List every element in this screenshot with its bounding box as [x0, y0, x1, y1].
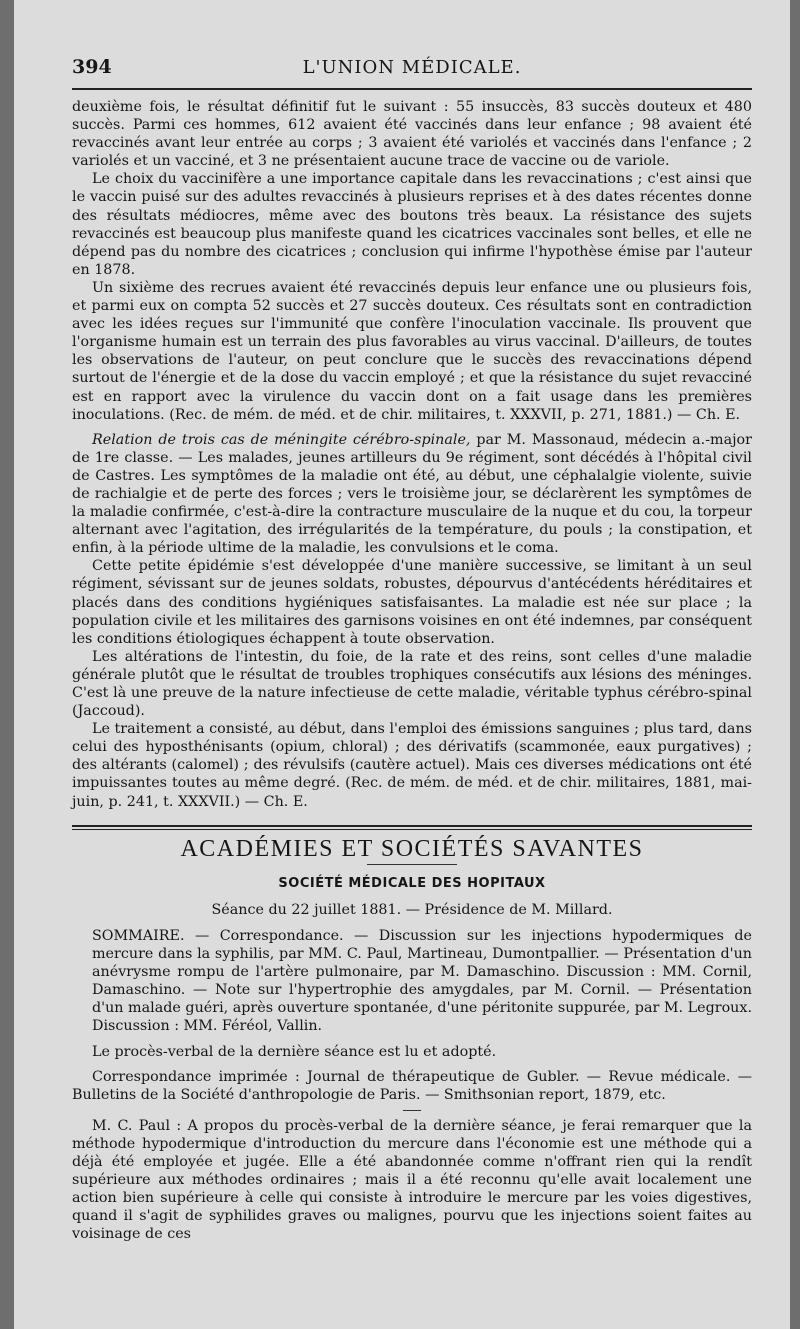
text-column	[72, 98, 752, 1243]
minutes: Le procès-verbal de la dernière séance est lu et adopté.	[92, 1043, 497, 1060]
page-sheet	[14, 0, 790, 1329]
page-number: 394	[72, 56, 112, 78]
paragraph-2: Le choix du vaccinifère a une importance capitale dans les revaccinations ; c'est ainsi que le vaccin puisé sur des adultes revaccinés à plusieurs reprises et à des dates récentes donne des résultats médiocres, même avec des boutons très beaux. La résistance des sujets revaccinés est beaucoup plus manifeste quand les cicatrices vaccinales sont belles, et elle ne dépend pas du nombre des cicatrices ; conclusion qui infirme l'hypothèse émise par l'auteur en 1878.	[72, 171, 752, 278]
paragraph-6: Les altérations de l'intestin, du foie, de la rate et des reins, sont celles d'une maladie générale plutôt que le résultat de troubles trophiques consécutifs aux lésions des méninges. C'est là une preuve de la nature infectieuse de cette maladie, véritable typhus cérébro-spinal (Jaccoud).	[72, 648, 752, 720]
section-rule	[72, 825, 752, 830]
session-line: Séance du 22 juillet 1881. — Présidence de M. Millard.	[211, 901, 613, 918]
running-head: L'UNION MÉDICALE.	[302, 57, 522, 78]
header-rule	[72, 88, 752, 90]
paragraph-5: Cette petite épidémie s'est développée d'une manière successive, se limitant à un seul régiment, sévissant sur de jeunes soldats, robustes, dépourvus d'antécédents héréditaires et placés dans des conditions hygiéniques satisfaisantes. La maladie est née sur place ; la population civile et les militaires des garnisons voisines en ont été indemnes, par conséquent les conditions étiologiques échappent à toute observation.	[72, 558, 752, 647]
paul-remarks: M. C. Paul : A propos du procès-verbal de la dernière séance, je ferai remarquer que la méthode hypodermique d'introduction du mercure dans l'économie est une méthode qui a déjà été employée et jugée. Elle a été abandonnée comme n'offrant rien qui la rendît supérieure aux méthodes ordinaires ; mais il a été reconnu qu'elle avait localement une action bien supérieure à celle qui consiste à introduire le mercure par les voies digestives, quand il s'agit de syphilides graves ou malignes, pourvu que les injections soient faites au voisinage de ces	[72, 1117, 752, 1243]
summary: SOMMAIRE. — Correspondance. — Discussion sur les injections hypodermiques de mercure dans la syphilis, par MM. C. Paul, Martineau, Dumontpallier. — Présentation d'un anévrysme rompu de l'artère pulmonaire, par M. Damaschino. Discussion : MM. Cornil, Damaschino. — Note sur l'hypertrophie des amygdales, par M. Cornil. — Présentation d'un malade guéri, après ouverture spontanée, d'une péritonite suppurée, par M. Legroux. Discussion : MM. Féréol, Vallin.	[92, 927, 752, 1035]
paragraph-3-text: Un sixième des recrues avaient été revaccinés depuis leur enfance une ou plusieurs fois, et parmi eux on compta 52 succès et 27 succès douteux. Ces résultats sont en contradiction avec les idées reçues sur l'immunité que confère l'inoculation vaccinale. Ils prouvent que l'organisme humain est un terrain des plus favorables au virus vaccinal. D'ailleurs, de toutes les observations de l'auteur, on peut conclure que le succès des revaccinations dépend surtout de l'énergie et de la dose du vaccin employé ; et que la résistance du sujet revacciné est en rapport avec la virulence du vaccin dont on a fait usage dans les premières inoculations.	[72, 279, 752, 423]
correspondence: Correspondance imprimée : Journal de thérapeutique de Gubler. — Revue médicale. — Bulletins de la Société d'anthropologie de Paris. — Smithsonian report, 1879, etc.	[72, 1068, 752, 1103]
society-heading: SOCIÉTÉ MÉDICALE DES HOPITAUX	[278, 875, 546, 891]
section-title: ACADÉMIES ET SOCIÉTÉS SAVANTES	[180, 835, 644, 862]
separator-dash	[403, 1110, 421, 1111]
paragraph-3	[72, 279, 752, 424]
title-rule	[367, 864, 457, 865]
paragraph-4	[72, 431, 752, 558]
article-title: Relation de trois cas de méningite cérébro-spinale,	[92, 431, 471, 448]
page-header	[72, 56, 752, 82]
citation-1: (Rec. de mém. de méd. et de chir. militaires, t. XXXVII, p. 271, 1881.) — Ch. E.	[169, 406, 741, 423]
paragraph-4-text: par M. Massonaud, médecin a.-major de 1re classe. — Les malades, jeunes artilleurs du 9e régiment, sont décédés à l'hôpital civil de Castres. Les symptômes de la maladie ont été, au début, une céphalalgie violente, suivie de rachialgie et de perte des forces ; vers le troisième jour, se déclarèrent les symptômes de la maladie confirmée, c'est-à-dire la contracture musculaire de la nuque et du cou, la torpeur alternant avec l'agitation, des irrégularités de la température, du pouls ; la constipation, et enfin, à la période ultime de la maladie, les convulsions et le coma.	[72, 431, 752, 557]
paragraph-7: Le traitement a consisté, au début, dans l'emploi des émissions sanguines ; plus tard, dans celui des hyposthénisants (opium, chloral) ; des dérivatifs (scammonée, eaux purgatives) ; des altérants (calomel) ; des révulsifs (cautère actuel). Mais ces diverses médications ont été impuissantes toutes au même degré. (Rec. de mém. de méd. et de chir. militaires, 1881, mai-juin, p. 241, t. XXXVII.) — Ch. E.	[72, 721, 752, 810]
paragraph-1: deuxième fois, le résultat définitif fut le suivant : 55 insuccès, 83 succès douteux et 480 succès. Parmi ces hommes, 612 avaient été vaccinés dans leur enfance ; 98 avaient été revaccinés avant leur entrée au corps ; 3 avaient été variolés et vaccinés dans l'enfance ; 2 variolés et un vacciné, et 3 ne présentaient aucune trace de vaccine ou de variole.	[72, 99, 752, 170]
